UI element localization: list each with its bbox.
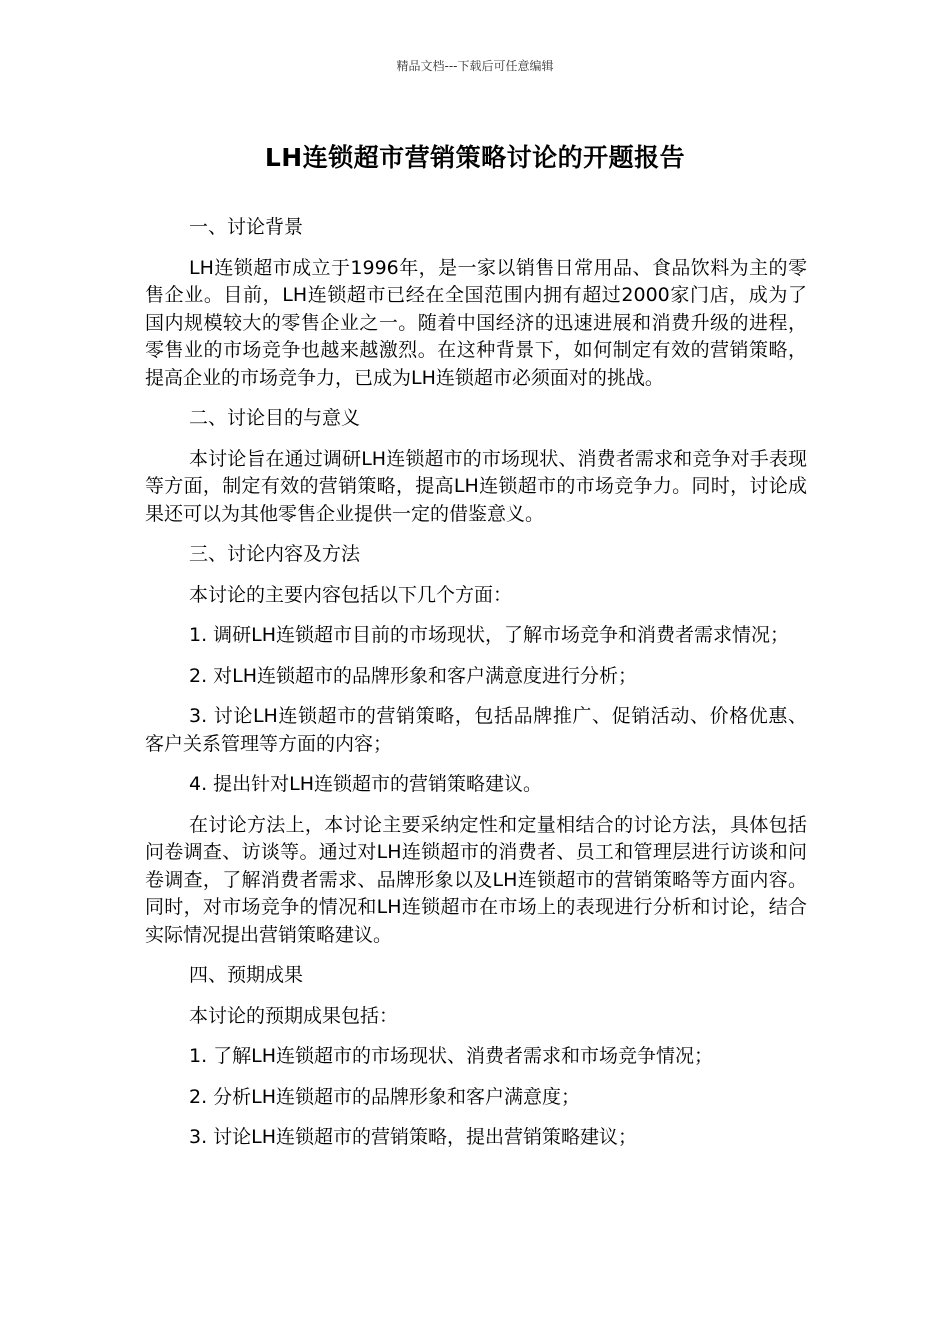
list-item-content-2: 2. 对LH连锁超市的品牌形象和客户满意度进行分析；	[189, 664, 638, 687]
document-body	[145, 214, 807, 1165]
paragraph-results-intro: 本讨论的预期成果包括：	[189, 1004, 399, 1027]
list-item-results-2: 2. 分析LH连锁超市的品牌形象和客户满意度；	[189, 1085, 581, 1108]
paragraph-purpose: 本讨论旨在通过调研LH连锁超市的市场现状、消费者需求和竞争对手表现等方面，制定有效的营销策略，提高LH连锁超市的市场竞争力。同时，讨论成果还可以为其他零售企业提供一定的借鉴意义。	[145, 447, 807, 525]
document-title: LH连锁超市营销策略讨论的开题报告	[264, 143, 686, 172]
list-item-results-3: 3. 讨论LH连锁超市的营销策略，提出营销策略建议；	[189, 1126, 638, 1148]
section-heading-content-method: 三、讨论内容及方法	[189, 543, 361, 565]
paragraph-method: 在讨论方法上，本讨论主要采纳定性和定量相结合的讨论方法，具体包括问卷调查、访谈等。通过对LH连锁超市的消费者、员工和管理层进行访谈和问卷调查，了解消费者需求、品牌形象以及LH连锁超市的营销策略等方面内容。同时，对市场竞争的情况和LH连锁超市在市场上的表现进行分析和讨论，结合实际情况提出营销策略建议。	[145, 813, 807, 946]
list-item-content-1: 1. 调研LH连锁超市目前的市场现状，了解市场竞争和消费者需求情况；	[189, 624, 790, 646]
page-header: 精品文档---下载后可任意编辑	[396, 59, 554, 73]
list-item-content-3: 3. 讨论LH连锁超市的营销策略，包括品牌推广、促销活动、价格优惠、客户关系管理等方面的内容；	[145, 705, 807, 755]
list-item-content-4: 4. 提出针对LH连锁超市的营销策略建议。	[189, 773, 543, 795]
paragraph-content-intro: 本讨论的主要内容包括以下几个方面：	[189, 583, 513, 606]
list-item-results-1: 1. 了解LH连锁超市的市场现状、消费者需求和市场竞争情况；	[189, 1045, 714, 1067]
section-heading-purpose: 二、讨论目的与意义	[189, 407, 361, 429]
section-heading-background: 一、讨论背景	[189, 216, 304, 238]
section-heading-expected-results: 四、预期成果	[189, 964, 304, 986]
paragraph-background: LH连锁超市成立于1996年，是一家以销售日常用品、食品饮料为主的零售企业。目前，LH连锁超市已经在全国范围内拥有超过2000家门店，成为了国内规模较大的零售企业之一。随着中国经济的迅速进展和消费升级的进程，零售业的市场竞争也越来越激烈。在这种背景下，如何制定有效的营销策略，提高企业的市场竞争力，已成为LH连锁超市必须面对的挑战。	[145, 256, 807, 389]
